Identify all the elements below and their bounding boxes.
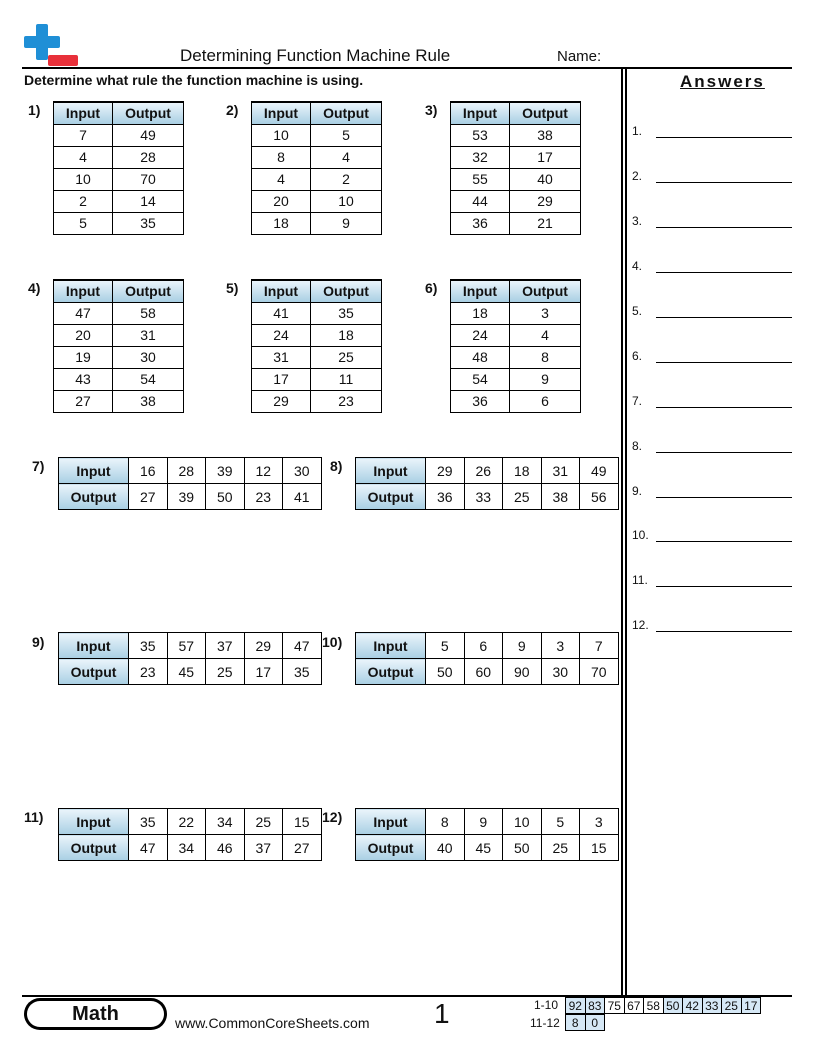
- output-cell: 36: [426, 484, 465, 510]
- table-row: [451, 168, 581, 190]
- output-cell: 34: [167, 835, 206, 861]
- score-cell: 33: [702, 998, 722, 1014]
- input-cell: 31: [252, 346, 311, 368]
- answers-title: Answers: [680, 72, 765, 91]
- divider-line: [625, 67, 627, 995]
- output-cell: 50: [426, 659, 465, 685]
- input-row: [356, 809, 619, 835]
- table-row: [451, 146, 581, 168]
- answer-row: [632, 484, 792, 500]
- table-row: [451, 212, 581, 234]
- function-table: [355, 457, 619, 510]
- score-cell: 75: [605, 998, 625, 1014]
- problem-number: 4): [28, 280, 41, 296]
- table-row: [54, 302, 184, 324]
- function-table: [355, 808, 619, 861]
- problem-number: 8): [330, 458, 343, 474]
- input-header: Input: [356, 458, 426, 484]
- answer-row: [632, 124, 792, 140]
- function-table: [58, 457, 322, 510]
- output-cell: 41: [283, 484, 322, 510]
- input-cell: 12: [244, 458, 283, 484]
- output-cell: 10: [311, 190, 382, 212]
- input-header: Input: [451, 280, 510, 302]
- input-cell: 41: [252, 302, 311, 324]
- input-row: [356, 458, 619, 484]
- function-table: [251, 101, 382, 235]
- output-header: Output: [59, 659, 129, 685]
- answer-number: 5.: [632, 304, 643, 318]
- output-cell: 40: [426, 835, 465, 861]
- table-row: [252, 324, 382, 346]
- score-cell: 0: [585, 1015, 605, 1031]
- table-row: [252, 124, 382, 146]
- input-cell: 36: [451, 390, 510, 412]
- table-row: [54, 212, 184, 234]
- answer-number: 9.: [632, 484, 643, 498]
- input-cell: 18: [252, 212, 311, 234]
- output-cell: 49: [113, 124, 184, 146]
- output-cell: 25: [541, 835, 580, 861]
- function-table: [53, 101, 184, 235]
- table-row: [252, 190, 382, 212]
- output-row: [59, 835, 322, 861]
- input-header: Input: [252, 280, 311, 302]
- page-number: 1: [434, 998, 450, 1029]
- output-cell: 4: [510, 324, 581, 346]
- input-cell: 3: [580, 809, 619, 835]
- input-cell: 8: [252, 146, 311, 168]
- problem-number: 9): [32, 634, 45, 650]
- subject-label: Math: [27, 1001, 164, 1027]
- input-cell: 6: [464, 633, 503, 659]
- input-header: Input: [356, 809, 426, 835]
- input-cell: 32: [451, 146, 510, 168]
- header-row: [451, 102, 581, 124]
- answer-number: 1.: [632, 124, 643, 138]
- input-cell: 17: [252, 368, 311, 390]
- table-row: [252, 212, 382, 234]
- score-cell: 25: [722, 998, 742, 1014]
- input-cell: 8: [426, 809, 465, 835]
- output-cell: 21: [510, 212, 581, 234]
- divider-line: [621, 67, 623, 995]
- output-cell: 30: [113, 346, 184, 368]
- site-url: www.CommonCoreSheets.com: [175, 1015, 370, 1031]
- input-cell: 5: [54, 212, 113, 234]
- output-cell: 23: [129, 659, 168, 685]
- input-cell: 10: [252, 124, 311, 146]
- input-cell: 47: [54, 302, 113, 324]
- answer-row: [632, 618, 792, 634]
- input-cell: 20: [54, 324, 113, 346]
- table-row: [54, 390, 184, 412]
- output-header: Output: [510, 102, 581, 124]
- input-cell: 43: [54, 368, 113, 390]
- input-header: Input: [54, 280, 113, 302]
- input-cell: 27: [54, 390, 113, 412]
- input-cell: 10: [54, 168, 113, 190]
- problem-number: 5): [226, 280, 239, 296]
- input-cell: 54: [451, 368, 510, 390]
- table-row: [54, 368, 184, 390]
- input-cell: 16: [129, 458, 168, 484]
- input-cell: 22: [167, 809, 206, 835]
- table-row: [252, 390, 382, 412]
- output-cell: 17: [244, 659, 283, 685]
- output-cell: 25: [206, 659, 245, 685]
- output-cell: 50: [206, 484, 245, 510]
- output-cell: 9: [510, 368, 581, 390]
- table-row: [451, 124, 581, 146]
- input-cell: 25: [244, 809, 283, 835]
- answer-blank[interactable]: [656, 182, 792, 183]
- input-cell: 15: [283, 809, 322, 835]
- function-table: [450, 101, 581, 235]
- output-cell: 38: [113, 390, 184, 412]
- answer-row: [632, 439, 792, 455]
- output-row: [59, 484, 322, 510]
- output-header: Output: [59, 484, 129, 510]
- input-cell: 31: [541, 458, 580, 484]
- input-cell: 9: [503, 633, 542, 659]
- output-cell: 27: [283, 835, 322, 861]
- answer-blank[interactable]: [656, 452, 792, 453]
- output-cell: 58: [113, 302, 184, 324]
- output-cell: 35: [311, 302, 382, 324]
- score-row1-label: 1-10: [534, 998, 559, 1012]
- problem-number: 7): [32, 458, 45, 474]
- output-cell: 3: [510, 302, 581, 324]
- input-cell: 10: [503, 809, 542, 835]
- output-cell: 5: [311, 124, 382, 146]
- answer-blank[interactable]: [656, 227, 792, 228]
- answer-number: 4.: [632, 259, 643, 273]
- input-cell: 3: [541, 633, 580, 659]
- output-cell: 45: [167, 659, 206, 685]
- subject-badge: [24, 998, 167, 1030]
- output-header: Output: [59, 835, 129, 861]
- answer-number: 10.: [632, 528, 649, 542]
- input-cell: 53: [451, 124, 510, 146]
- score-cell: 92: [566, 998, 586, 1014]
- header-row: [54, 102, 184, 124]
- output-cell: 33: [464, 484, 503, 510]
- output-cell: 17: [510, 146, 581, 168]
- input-header: Input: [451, 102, 510, 124]
- output-cell: 90: [503, 659, 542, 685]
- output-header: Output: [356, 484, 426, 510]
- answer-blank[interactable]: [656, 317, 792, 318]
- function-table: [450, 279, 581, 413]
- output-header: Output: [510, 280, 581, 302]
- input-header: Input: [59, 809, 129, 835]
- output-cell: 38: [541, 484, 580, 510]
- score-cell: 42: [683, 998, 703, 1014]
- output-cell: 38: [510, 124, 581, 146]
- input-cell: 9: [464, 809, 503, 835]
- input-cell: 57: [167, 633, 206, 659]
- input-cell: 19: [54, 346, 113, 368]
- output-cell: 25: [311, 346, 382, 368]
- input-cell: 37: [206, 633, 245, 659]
- input-cell: 2: [54, 190, 113, 212]
- score-row2-label: 11-12: [530, 1016, 560, 1030]
- input-cell: 20: [252, 190, 311, 212]
- input-row: [59, 633, 322, 659]
- input-cell: 7: [580, 633, 619, 659]
- output-cell: 27: [129, 484, 168, 510]
- input-cell: 28: [167, 458, 206, 484]
- answer-row: [632, 394, 792, 410]
- output-cell: 37: [244, 835, 283, 861]
- output-cell: 50: [503, 835, 542, 861]
- answer-number: 12.: [632, 618, 649, 632]
- answer-row: [632, 169, 792, 185]
- input-header: Input: [54, 102, 113, 124]
- header-row: [252, 280, 382, 302]
- input-row: [356, 633, 619, 659]
- input-cell: 34: [206, 809, 245, 835]
- answer-number: 11.: [632, 573, 648, 587]
- output-header: Output: [356, 659, 426, 685]
- header-row: [252, 102, 382, 124]
- answer-number: 8.: [632, 439, 643, 453]
- score-cell: 83: [585, 998, 605, 1014]
- function-table: [355, 632, 619, 685]
- input-cell: 29: [244, 633, 283, 659]
- output-cell: 29: [510, 190, 581, 212]
- table-row: [451, 390, 581, 412]
- table-row: [252, 168, 382, 190]
- problem-number: 6): [425, 280, 438, 296]
- output-cell: 70: [113, 168, 184, 190]
- answer-blank[interactable]: [656, 586, 792, 587]
- problem-number: 10): [322, 634, 343, 650]
- worksheet-title: Determining Function Machine Rule: [180, 46, 451, 65]
- output-cell: 8: [510, 346, 581, 368]
- answer-number: 6.: [632, 349, 643, 363]
- output-cell: 40: [510, 168, 581, 190]
- input-cell: 36: [451, 212, 510, 234]
- output-cell: 46: [206, 835, 245, 861]
- table-row: [451, 368, 581, 390]
- answer-blank[interactable]: [656, 407, 792, 408]
- input-cell: 5: [541, 809, 580, 835]
- output-cell: 4: [311, 146, 382, 168]
- table-row: [451, 302, 581, 324]
- output-cell: 11: [311, 368, 382, 390]
- answer-blank[interactable]: [656, 362, 792, 363]
- table-row: [451, 324, 581, 346]
- table-row: [54, 346, 184, 368]
- input-cell: 24: [451, 324, 510, 346]
- output-header: Output: [311, 280, 382, 302]
- input-cell: 29: [426, 458, 465, 484]
- problem-number: 1): [28, 102, 41, 118]
- output-cell: 2: [311, 168, 382, 190]
- plus-minus-logo-icon: [22, 22, 80, 68]
- answer-row: [632, 214, 792, 230]
- output-cell: 54: [113, 368, 184, 390]
- table-row: [54, 190, 184, 212]
- output-cell: 35: [283, 659, 322, 685]
- input-cell: 35: [129, 633, 168, 659]
- input-cell: 18: [451, 302, 510, 324]
- table-row: [54, 324, 184, 346]
- output-cell: 31: [113, 324, 184, 346]
- problem-number: 11): [24, 809, 44, 825]
- input-cell: 55: [451, 168, 510, 190]
- output-cell: 35: [113, 212, 184, 234]
- score-table-11-12: [565, 1014, 605, 1031]
- output-cell: 25: [503, 484, 542, 510]
- answer-blank[interactable]: [656, 631, 792, 632]
- input-cell: 35: [129, 809, 168, 835]
- output-header: Output: [356, 835, 426, 861]
- name-label: Name:: [557, 48, 602, 65]
- output-row: [356, 484, 619, 510]
- problem-number: 3): [425, 102, 438, 118]
- output-cell: 28: [113, 146, 184, 168]
- input-cell: 30: [283, 458, 322, 484]
- input-cell: 26: [464, 458, 503, 484]
- table-row: [54, 124, 184, 146]
- score-cell: 67: [624, 998, 644, 1014]
- input-cell: 18: [503, 458, 542, 484]
- input-cell: 44: [451, 190, 510, 212]
- output-cell: 45: [464, 835, 503, 861]
- output-cell: 6: [510, 390, 581, 412]
- problem-number: 12): [322, 809, 343, 825]
- function-table: [58, 632, 322, 685]
- header-row: [451, 280, 581, 302]
- function-table: [53, 279, 184, 413]
- output-row: [356, 659, 619, 685]
- output-cell: 18: [311, 324, 382, 346]
- answer-number: 2.: [632, 169, 643, 183]
- score-cell: 50: [663, 998, 683, 1014]
- answer-blank[interactable]: [656, 541, 792, 542]
- answer-row: [632, 573, 792, 589]
- table-row: [54, 168, 184, 190]
- answer-row: [632, 304, 792, 320]
- table-row: [252, 302, 382, 324]
- output-cell: 70: [580, 659, 619, 685]
- function-table: [251, 279, 382, 413]
- answer-number: 7.: [632, 394, 643, 408]
- input-cell: 24: [252, 324, 311, 346]
- header-rule: [22, 67, 792, 69]
- answer-blank[interactable]: [656, 497, 792, 498]
- score-table-1-10: [565, 997, 761, 1014]
- table-row: [451, 346, 581, 368]
- instructions: Determine what rule the function machine is using.: [24, 72, 364, 88]
- input-cell: 4: [252, 168, 311, 190]
- output-cell: 39: [167, 484, 206, 510]
- score-cell: 8: [566, 1015, 586, 1031]
- input-cell: 48: [451, 346, 510, 368]
- input-header: Input: [356, 633, 426, 659]
- input-header: Input: [59, 633, 129, 659]
- input-header: Input: [252, 102, 311, 124]
- table-row: [451, 190, 581, 212]
- output-header: Output: [113, 280, 184, 302]
- output-cell: 47: [129, 835, 168, 861]
- output-cell: 23: [244, 484, 283, 510]
- input-header: Input: [59, 458, 129, 484]
- output-cell: 15: [580, 835, 619, 861]
- score-cell: 17: [741, 998, 761, 1014]
- score-cell: 58: [644, 998, 664, 1014]
- input-cell: 4: [54, 146, 113, 168]
- answer-blank[interactable]: [656, 137, 792, 138]
- output-cell: 60: [464, 659, 503, 685]
- table-row: [54, 146, 184, 168]
- answer-row: [632, 259, 792, 275]
- output-cell: 56: [580, 484, 619, 510]
- input-cell: 7: [54, 124, 113, 146]
- output-cell: 14: [113, 190, 184, 212]
- answer-row: [632, 528, 792, 544]
- output-header: Output: [113, 102, 184, 124]
- table-row: [252, 346, 382, 368]
- input-cell: 47: [283, 633, 322, 659]
- output-cell: 9: [311, 212, 382, 234]
- output-row: [356, 835, 619, 861]
- answer-number: 3.: [632, 214, 643, 228]
- input-cell: 5: [426, 633, 465, 659]
- output-header: Output: [311, 102, 382, 124]
- input-row: [59, 458, 322, 484]
- function-table: [58, 808, 322, 861]
- answer-blank[interactable]: [656, 272, 792, 273]
- input-cell: 29: [252, 390, 311, 412]
- problem-number: 2): [226, 102, 239, 118]
- output-cell: 23: [311, 390, 382, 412]
- input-row: [59, 809, 322, 835]
- output-cell: 30: [541, 659, 580, 685]
- header-row: [54, 280, 184, 302]
- input-cell: 49: [580, 458, 619, 484]
- input-cell: 39: [206, 458, 245, 484]
- answer-row: [632, 349, 792, 365]
- table-row: [252, 146, 382, 168]
- table-row: [252, 368, 382, 390]
- output-row: [59, 659, 322, 685]
